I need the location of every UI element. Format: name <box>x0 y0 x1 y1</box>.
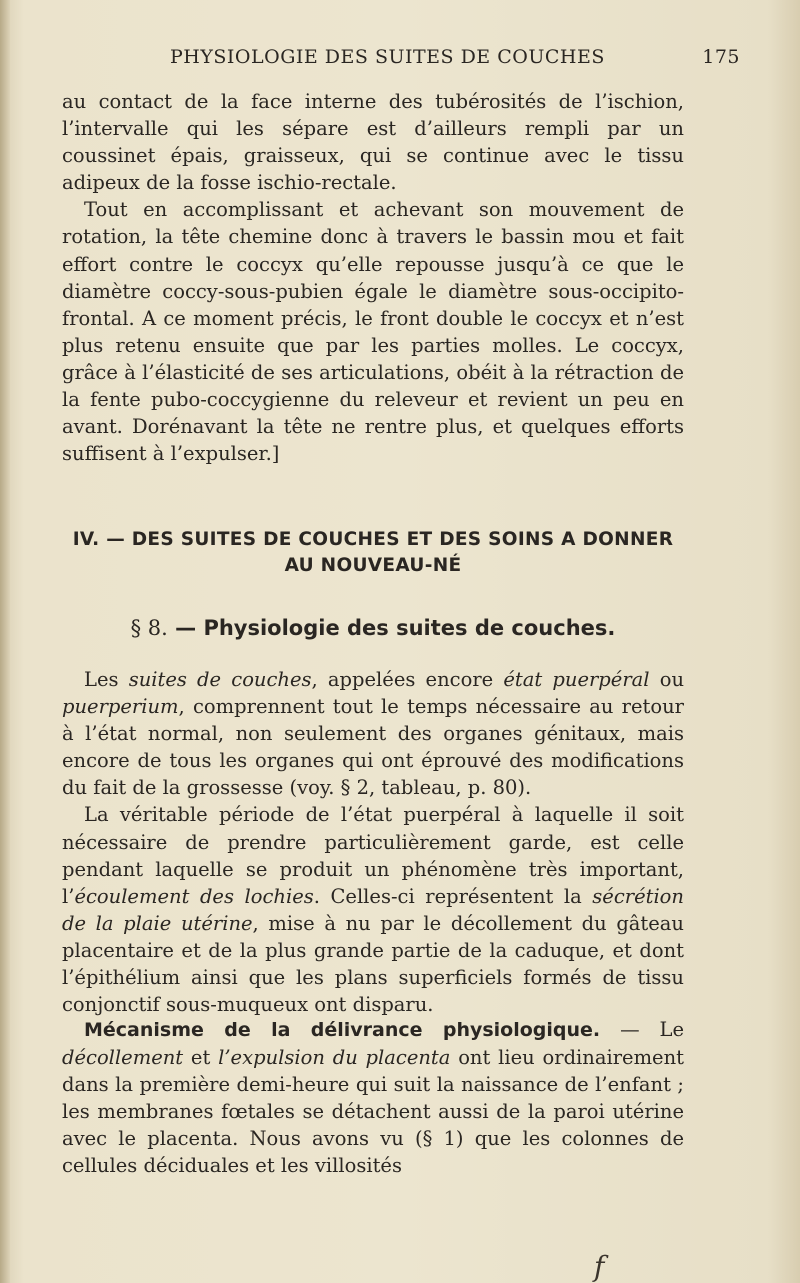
text-block-middle <box>62 666 684 1018</box>
text-block-bottom <box>62 1016 684 1180</box>
paragraph-rotation: Tout en accomplissant et achevant son mouvement de rotation, la tête chemine donc à travers le bassin mou et fait effort contre le coccyx qu’elle repousse jusqu’à ce que le diamètre coccy-sous-pubien égale le diamètre sous-occipito-frontal. A ce moment précis, le front double le coccyx et n’est plus retenu ensuite que par les parties molles. Le coccyx, grâce à l’élasticité de ses articulations, obéit à la rétraction de la fente pubo-coccygienne du releveur et revient un peu en avant. Dorénavant la tête ne rentre plus, et quelques efforts suffisent à l’expulser.] <box>62 198 684 466</box>
section-title: — Physiologie des suites de couches. <box>175 616 616 640</box>
section-heading <box>62 616 684 640</box>
chapter-heading-line2: AU NOUVEAU-NÉ <box>284 555 462 576</box>
chapter-heading-line1: IV. — DES SUITES DE COUCHES ET DES SOINS A DONNER <box>72 529 674 550</box>
page-number: 175 <box>702 46 740 68</box>
paragraph-suites-de-couches: Les suites de couches, appelées encore état puerpéral ou puerperium, comprennent tout le temps nécessaire au retour à l’état normal, non seulement des organes génitaux, mais encore de tous les organes qui ont éprouvé des modifications du fait de la grossesse (voy. § 2, tableau, p. 80). <box>62 668 685 800</box>
paragraph-delivrance: Mécanisme de la délivrance physiologique. — Le décollement et l’expulsion du placenta ont lieu ordinairement dans la première demi-heure qui suit la naissance de l’enfant ; les membranes fœtales se détachent aussi de la paroi utérine avec le placenta. Nous avons vu (§ 1) que les colonnes de cellules déciduales et les villosités <box>62 1018 684 1178</box>
paragraph-lochies: La véritable période de l’état puerpéral à laquelle il soit nécessaire de prendre particulièrement garde, est celle pendant laquelle se produit un phénomène très important, l’écoulement des lochies. Celles-ci représentent la sécrétion de la plaie utérine, mise à nu par le décollement du gâteau placentaire et de la plus grande partie de la caduque, et dont l’épithélium ainsi que les plans superficiels formés de tissu conjonctif sous-muqueux ont disparu. <box>62 803 684 1017</box>
text-block-top <box>62 88 684 467</box>
section-number: § 8. <box>130 616 168 640</box>
page-edge-shadow <box>0 0 10 1283</box>
running-header <box>62 46 762 80</box>
chapter-heading <box>62 527 684 579</box>
inline-heading-delivrance: Mécanisme de la délivrance physiologique. <box>84 1019 601 1041</box>
header-title: PHYSIOLOGIE DES SUITES DE COUCHES <box>170 46 605 68</box>
page-bottom-mark: f <box>594 1250 605 1283</box>
paragraph-ischion: au contact de la face interne des tubérosités de l’ischion, l’intervalle qui les sépare est d’ailleurs rempli par un coussinet épais, graisseux, qui se continue avec le tissu adipeux de la fosse ischio-rectale. <box>62 90 684 195</box>
